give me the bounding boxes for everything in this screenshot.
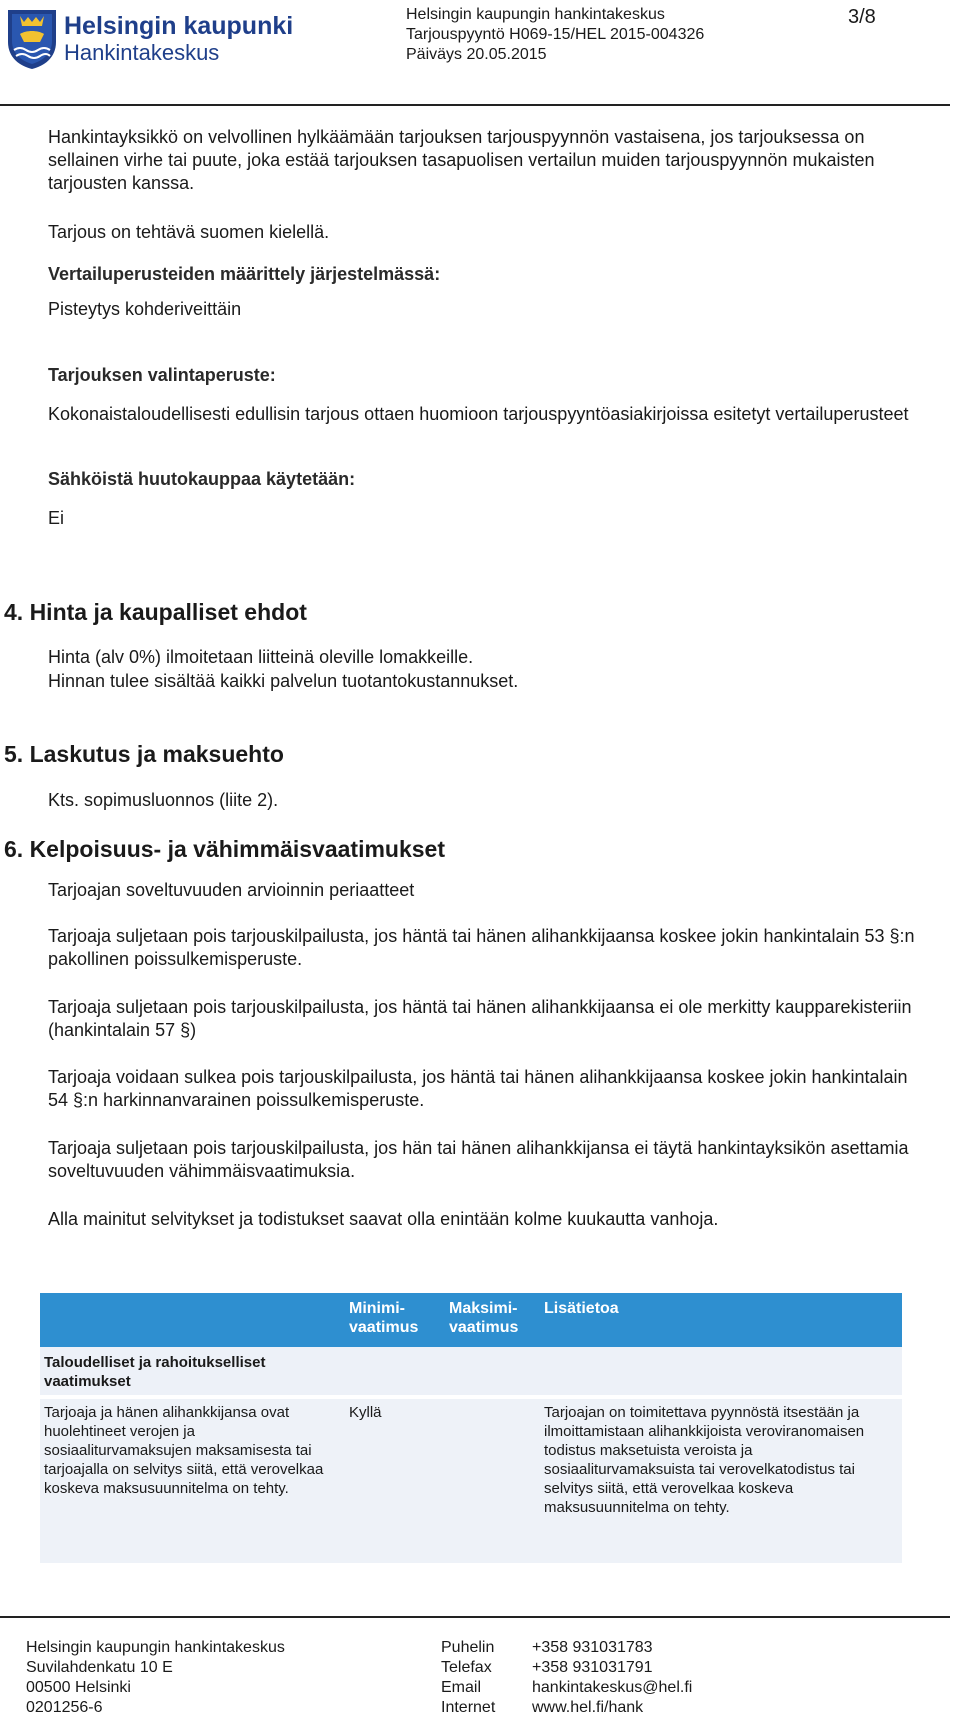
page-number: 3/8 [848,6,876,28]
logo-wordmark [64,12,293,66]
footer-email: hankintakeskus@hel.fi [532,1679,693,1696]
footer-address [26,1638,285,1718]
logo-line-2: Hankintakeskus [64,40,220,65]
value-comparison-criteria: Pisteytys kohderiveittäin [48,299,242,319]
section-5-line-1: Kts. sopimusluonnos (liite 2). [48,790,279,810]
header-cell-min: Minimi-vaatimus [345,1293,445,1347]
section-6-paragraph-2: Tarjoaja suljetaan pois tarjouskilpailusta, jos häntä tai hänen alihankkijaansa ei ole merkitty kaupparekisteriin (hankintalain 57 §) [48,997,912,1040]
footer-website: www.hel.fi/hank [532,1699,644,1716]
logo-line-1: Helsingin kaupunki [64,12,294,40]
footer-org: Helsingin kaupungin hankintakeskus [26,1639,285,1656]
section-4-title: 4. Hinta ja kaupalliset ehdot [4,599,307,625]
heading-electronic-auction: Sähköistä huutokauppaa käytetään: [48,469,356,489]
table-row [40,1397,902,1563]
section-6-paragraph-3: Tarjoaja voidaan sulkea pois tarjouskilpailusta, jos häntä tai hänen alihankkijaansa koskee jokin hankintalain 54 §:n harkinnanvarainen poissulkemisperuste. [48,1067,908,1110]
header-reference: Tarjouspyyntö H069-15/HEL 2015-004326 [406,26,705,43]
footer-label-email: Email [441,1679,482,1696]
header-cell-max: Maksimi-vaatimus [445,1293,540,1347]
section-6-paragraph-1: Tarjoaja suljetaan pois tarjouskilpailusta, jos häntä tai hänen alihankkijaansa koskee jokin hankintalain 53 §:n pakollinen poissulkemisperuste. [48,926,915,969]
section-6-paragraph-5: Alla mainitut selvitykset ja todistukset saavat olla enintään kolme kuukautta vanhoja. [48,1209,719,1229]
section-6-paragraph-4: Tarjoaja suljetaan pois tarjouskilpailusta, jos hän tai hänen alihankkijansa ei täytä hankintayksikön asettamia soveltuvuuden vähimmäisvaatimuksia. [48,1138,909,1181]
max-cell [445,1397,540,1563]
section-5-title: 5. Laskutus ja maksuehto [4,741,284,767]
paragraph-rejection: Hankintayksikkö on velvollinen hylkäämään tarjouksen tarjouspyynnön vastaisena, jos tarjouksessa on sellainen virhe tai puute, joka estää tarjouksen tasapuolisen vertailun muiden tarjouspyynnön mukaisten tarjousten kanssa. [48,127,875,193]
header-divider [0,104,950,106]
footer-label-phone: Puhelin [441,1639,495,1656]
heading-selection-basis: Tarjouksen valintaperuste: [48,365,276,385]
footer-divider [0,1616,950,1618]
footer-contact-labels [441,1638,495,1718]
section-6-title: 6. Kelpoisuus- ja vähimmäisvaatimukset [4,836,446,862]
section-6-subtitle: Tarjoajan soveltuvuuden arvioinnin periaatteet [48,880,415,900]
info-cell: Tarjoajan on toimitettava pyynnöstä itsestään ja ilmoittamistaan alihankkijoista veroviranomaisen todistus maksetuista veroista ja sosiaaliturvamaksuista tai verovelkatodistus tai selvitys siitä, että verovelkaa koskeva maksusuunnitelma on tehty. [540,1397,902,1563]
city-crest-logo-icon [6,8,58,70]
requirement-cell: Tarjoaja ja hänen alihankkijansa ovat huolehtineet verojen ja sosiaaliturvamaksujen maksamisesta tai tarjoajalla on selvitys siitä, että verovelkaa koskeva maksusuunnitelma on tehty. [40,1397,345,1563]
requirements-table [40,1293,902,1563]
footer-fax: +358 931031791 [532,1659,653,1676]
section-4-line-2: Hinnan tulee sisältää kaikki palvelun tuotantokustannukset. [48,671,519,691]
header-org: Helsingin kaupungin hankintakeskus [406,6,665,23]
footer-label-internet: Internet [441,1699,496,1716]
header-cell-info: Lisätietoa [540,1293,902,1347]
footer-contact-values [532,1638,692,1718]
footer-business-id: 0201256-6 [26,1699,103,1716]
section-4-line-1: Hinta (alv 0%) ilmoitetaan liitteinä oleville lomakkeille. [48,647,474,667]
value-electronic-auction: Ei [48,508,65,528]
min-cell: Kyllä [345,1397,445,1563]
footer-city: 00500 Helsinki [26,1679,131,1696]
document-header-info [406,5,704,65]
paragraph-language: Tarjous on tehtävä suomen kielellä. [48,222,330,242]
footer-street: Suvilahdenkatu 10 E [26,1659,173,1676]
value-selection-basis: Kokonaistaloudellisesti edullisin tarjous ottaen huomioon tarjouspyyntöasiakirjoissa esitetyt vertailuperusteet [48,404,909,424]
header-cell-requirement [40,1293,345,1347]
heading-comparison-criteria: Vertailuperusteiden määrittely järjestelmässä: [48,264,441,284]
table-header-row [40,1293,902,1347]
footer-label-fax: Telefax [441,1659,492,1676]
footer-phone: +358 931031783 [532,1639,653,1656]
section-label-cell: Taloudelliset ja rahoitukselliset vaatimukset [40,1347,345,1397]
header-date: Päiväys 20.05.2015 [406,46,547,63]
table-section-row [40,1347,902,1397]
